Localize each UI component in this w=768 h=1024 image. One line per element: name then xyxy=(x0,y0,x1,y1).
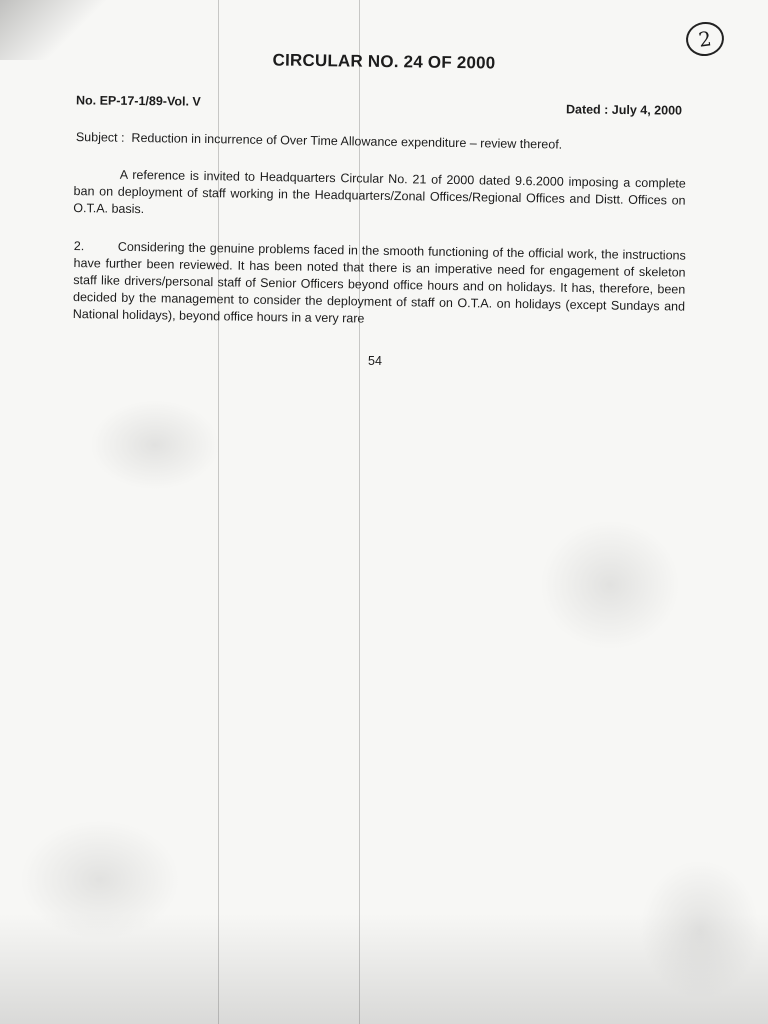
circular-date: Dated : July 4, 2000 xyxy=(565,102,683,118)
page-number: 54 xyxy=(368,354,382,368)
scan-stain xyxy=(540,520,680,650)
scan-stain xyxy=(90,400,220,490)
paragraph-text: Considering the genuine problems faced in the smooth functioning of the official work, the instructions have further been reviewed. It has been noted that there is an imperative need for engagement of skeleton staff like drivers/personal staff of Senior Officers beyond office hours and on holidays. It has, therefore, been decided by the management to consider the deployment of staff on O.T.A. on holidays (except Sundays and National holidays), beyond office hours in a very rare xyxy=(72,239,686,326)
scan-fold-line xyxy=(218,0,219,1024)
paragraph-text: A reference is invited to Headquarters Circular No. 21 of 2000 dated 9.6.2000 imposing a complete ban on deployment of staff working in the Headquarters/Zonal Offices/Regional Offices and Distt. Offices on O.T.A. basis. xyxy=(73,167,686,217)
reference-number: No. EP-17-1/89-Vol. V xyxy=(75,93,201,109)
paragraph-1 xyxy=(73,166,686,227)
scan-bottom-shadow xyxy=(0,914,768,1024)
circular-title: CIRCULAR NO. 24 OF 2000 xyxy=(272,50,496,73)
subject-line xyxy=(76,130,563,152)
subject-label: Subject : xyxy=(75,130,125,145)
paragraph-2 xyxy=(73,238,686,333)
handwritten-page-mark: 2 xyxy=(684,20,726,59)
scan-fold-line xyxy=(359,0,360,1024)
subject-text: Reduction in incurrence of Over Time Allowance expenditure – review thereof. xyxy=(131,130,563,152)
paragraph-number: 2. xyxy=(73,238,85,254)
